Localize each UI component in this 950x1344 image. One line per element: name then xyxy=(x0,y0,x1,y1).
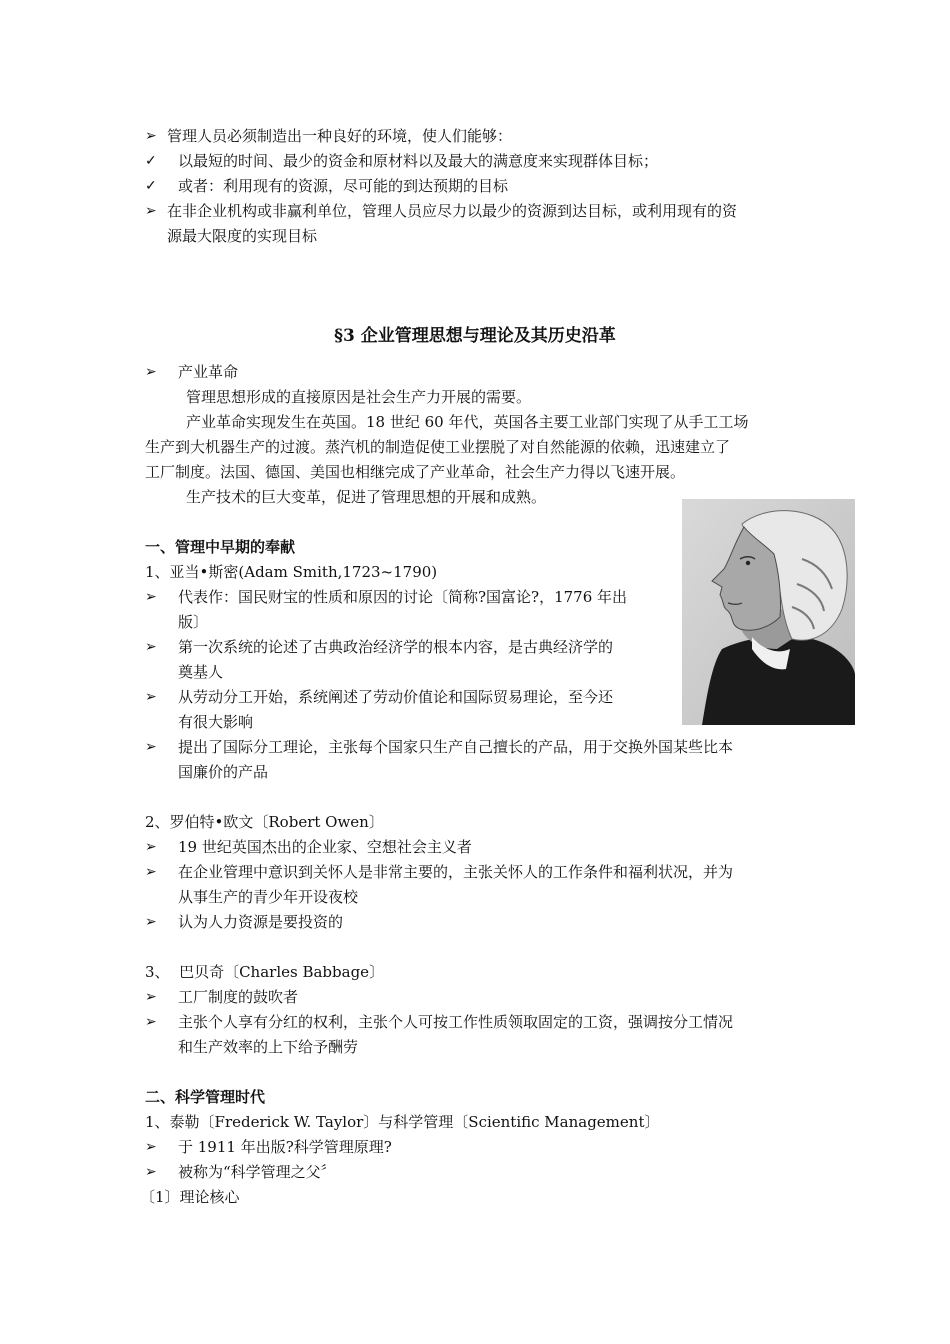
arrow-bullet-icon: ➢ xyxy=(145,1139,157,1155)
adam-smith-portrait xyxy=(682,499,855,725)
smith-bullet-3b: 有很大影响 xyxy=(178,713,254,731)
arrow-bullet-icon: ➢ xyxy=(145,689,157,705)
paragraph-2a: 产业革命实现发生在英国。18 世纪 60 年代，英国各主要工业部门实现了从手工工场 xyxy=(186,413,749,431)
taylor-subheading-1: 〔1〕理论核心 xyxy=(140,1188,240,1206)
arrow-bullet-icon: ➢ xyxy=(145,1164,157,1180)
owen-title: 2、罗伯特•欧文〔Robert Owen〕 xyxy=(145,813,384,831)
taylor-bullet-1: 于 1911 年出版?科学管理原理? xyxy=(178,1138,392,1156)
smith-bullet-1b: 版〕 xyxy=(178,613,209,631)
owen-bullet-2b: 从事生产的青少年开设夜校 xyxy=(178,888,359,906)
intro-line-3: 或者：利用现有的资源，尽可能的到达预期的目标 xyxy=(178,177,509,195)
intro-line-1: 管理人员必须制造出一种良好的环境，使人们能够： xyxy=(167,127,513,145)
arrow-bullet-icon: ➢ xyxy=(145,839,157,855)
smith-bullet-3a: 从劳动分工开始，系统阐述了劳动价值论和国际贸易理论，至今还 xyxy=(178,688,614,706)
industrial-revolution-heading: 产业革命 xyxy=(178,363,239,381)
arrow-bullet-icon: ➢ xyxy=(145,589,157,605)
part1-heading: 一、管理中早期的奉献 xyxy=(145,538,296,556)
babbage-title: 3、 巴贝奇〔Charles Babbage〕 xyxy=(145,963,385,981)
taylor-bullet-2: 被称为“科学管理之父〞 xyxy=(178,1163,336,1181)
smith-bullet-2b: 奠基人 xyxy=(178,663,224,681)
paragraph-1: 管理思想形成的直接原因是社会生产力开展的需要。 xyxy=(186,388,532,406)
section-title: §3 企业管理思想与理论及其历史沿革 xyxy=(334,326,616,346)
owen-bullet-2a: 在企业管理中意识到关怀人是非常主要的，主张关怀人的工作条件和福利状况，并为 xyxy=(178,863,734,881)
intro-line-4b: 源最大限度的实现目标 xyxy=(167,227,318,245)
arrow-bullet-icon: ➢ xyxy=(145,739,157,755)
arrow-bullet-icon: ➢ xyxy=(145,203,157,219)
owen-bullet-1: 19 世纪英国杰出的企业家、空想社会主义者 xyxy=(178,838,472,856)
intro-line-4a: 在非企业机构或非赢利单位，管理人员应尽力以最少的资源到达目标，或利用现有的资 xyxy=(167,202,738,220)
part2-heading: 二、科学管理时代 xyxy=(145,1088,266,1106)
paragraph-2c: 工厂制度。法国、德国、美国也相继完成了产业革命，社会生产力得以飞速开展。 xyxy=(145,463,686,481)
paragraph-2b: 生产到大机器生产的过渡。蒸汽机的制造促使工业摆脱了对自然能源的依赖，迅速建立了 xyxy=(145,438,731,456)
owen-bullet-3: 认为人力资源是要投资的 xyxy=(178,913,344,931)
smith-title: 1、亚当•斯密(Adam Smith,1723~1790) xyxy=(145,563,438,581)
check-bullet-icon: ✓ xyxy=(145,153,157,169)
check-bullet-icon: ✓ xyxy=(145,178,157,194)
paragraph-3: 生产技术的巨大变革，促进了管理思想的开展和成熟。 xyxy=(186,488,547,506)
intro-line-2: 以最短的时间、最少的资金和原材料以及最大的满意度来实现群体目标； xyxy=(178,152,659,170)
arrow-bullet-icon: ➢ xyxy=(145,364,157,380)
babbage-bullet-2a: 主张个人享有分红的权利，主张个人可按工作性质领取固定的工资，强调按分工情况 xyxy=(178,1013,734,1031)
arrow-bullet-icon: ➢ xyxy=(145,914,157,930)
arrow-bullet-icon: ➢ xyxy=(145,1014,157,1030)
smith-bullet-2a: 第一次系统的论述了古典政治经济学的根本内容，是古典经济学的 xyxy=(178,638,614,656)
arrow-bullet-icon: ➢ xyxy=(145,989,157,1005)
smith-bullet-4a: 提出了国际分工理论，主张每个国家只生产自己擅长的产品，用于交换外国某些比本 xyxy=(178,738,734,756)
arrow-bullet-icon: ➢ xyxy=(145,639,157,655)
babbage-bullet-1: 工厂制度的鼓吹者 xyxy=(178,988,299,1006)
smith-bullet-1a: 代表作：国民财宝的性质和原因的讨论〔简称?国富论?，1776 年出 xyxy=(178,588,628,606)
taylor-title: 1、泰勒〔Frederick W. Taylor〕与科学管理〔Scientific Management〕 xyxy=(145,1113,660,1131)
arrow-bullet-icon: ➢ xyxy=(145,128,157,144)
babbage-bullet-2b: 和生产效率的上下给予酬劳 xyxy=(178,1038,359,1056)
smith-bullet-4b: 国廉价的产品 xyxy=(178,763,269,781)
arrow-bullet-icon: ➢ xyxy=(145,864,157,880)
